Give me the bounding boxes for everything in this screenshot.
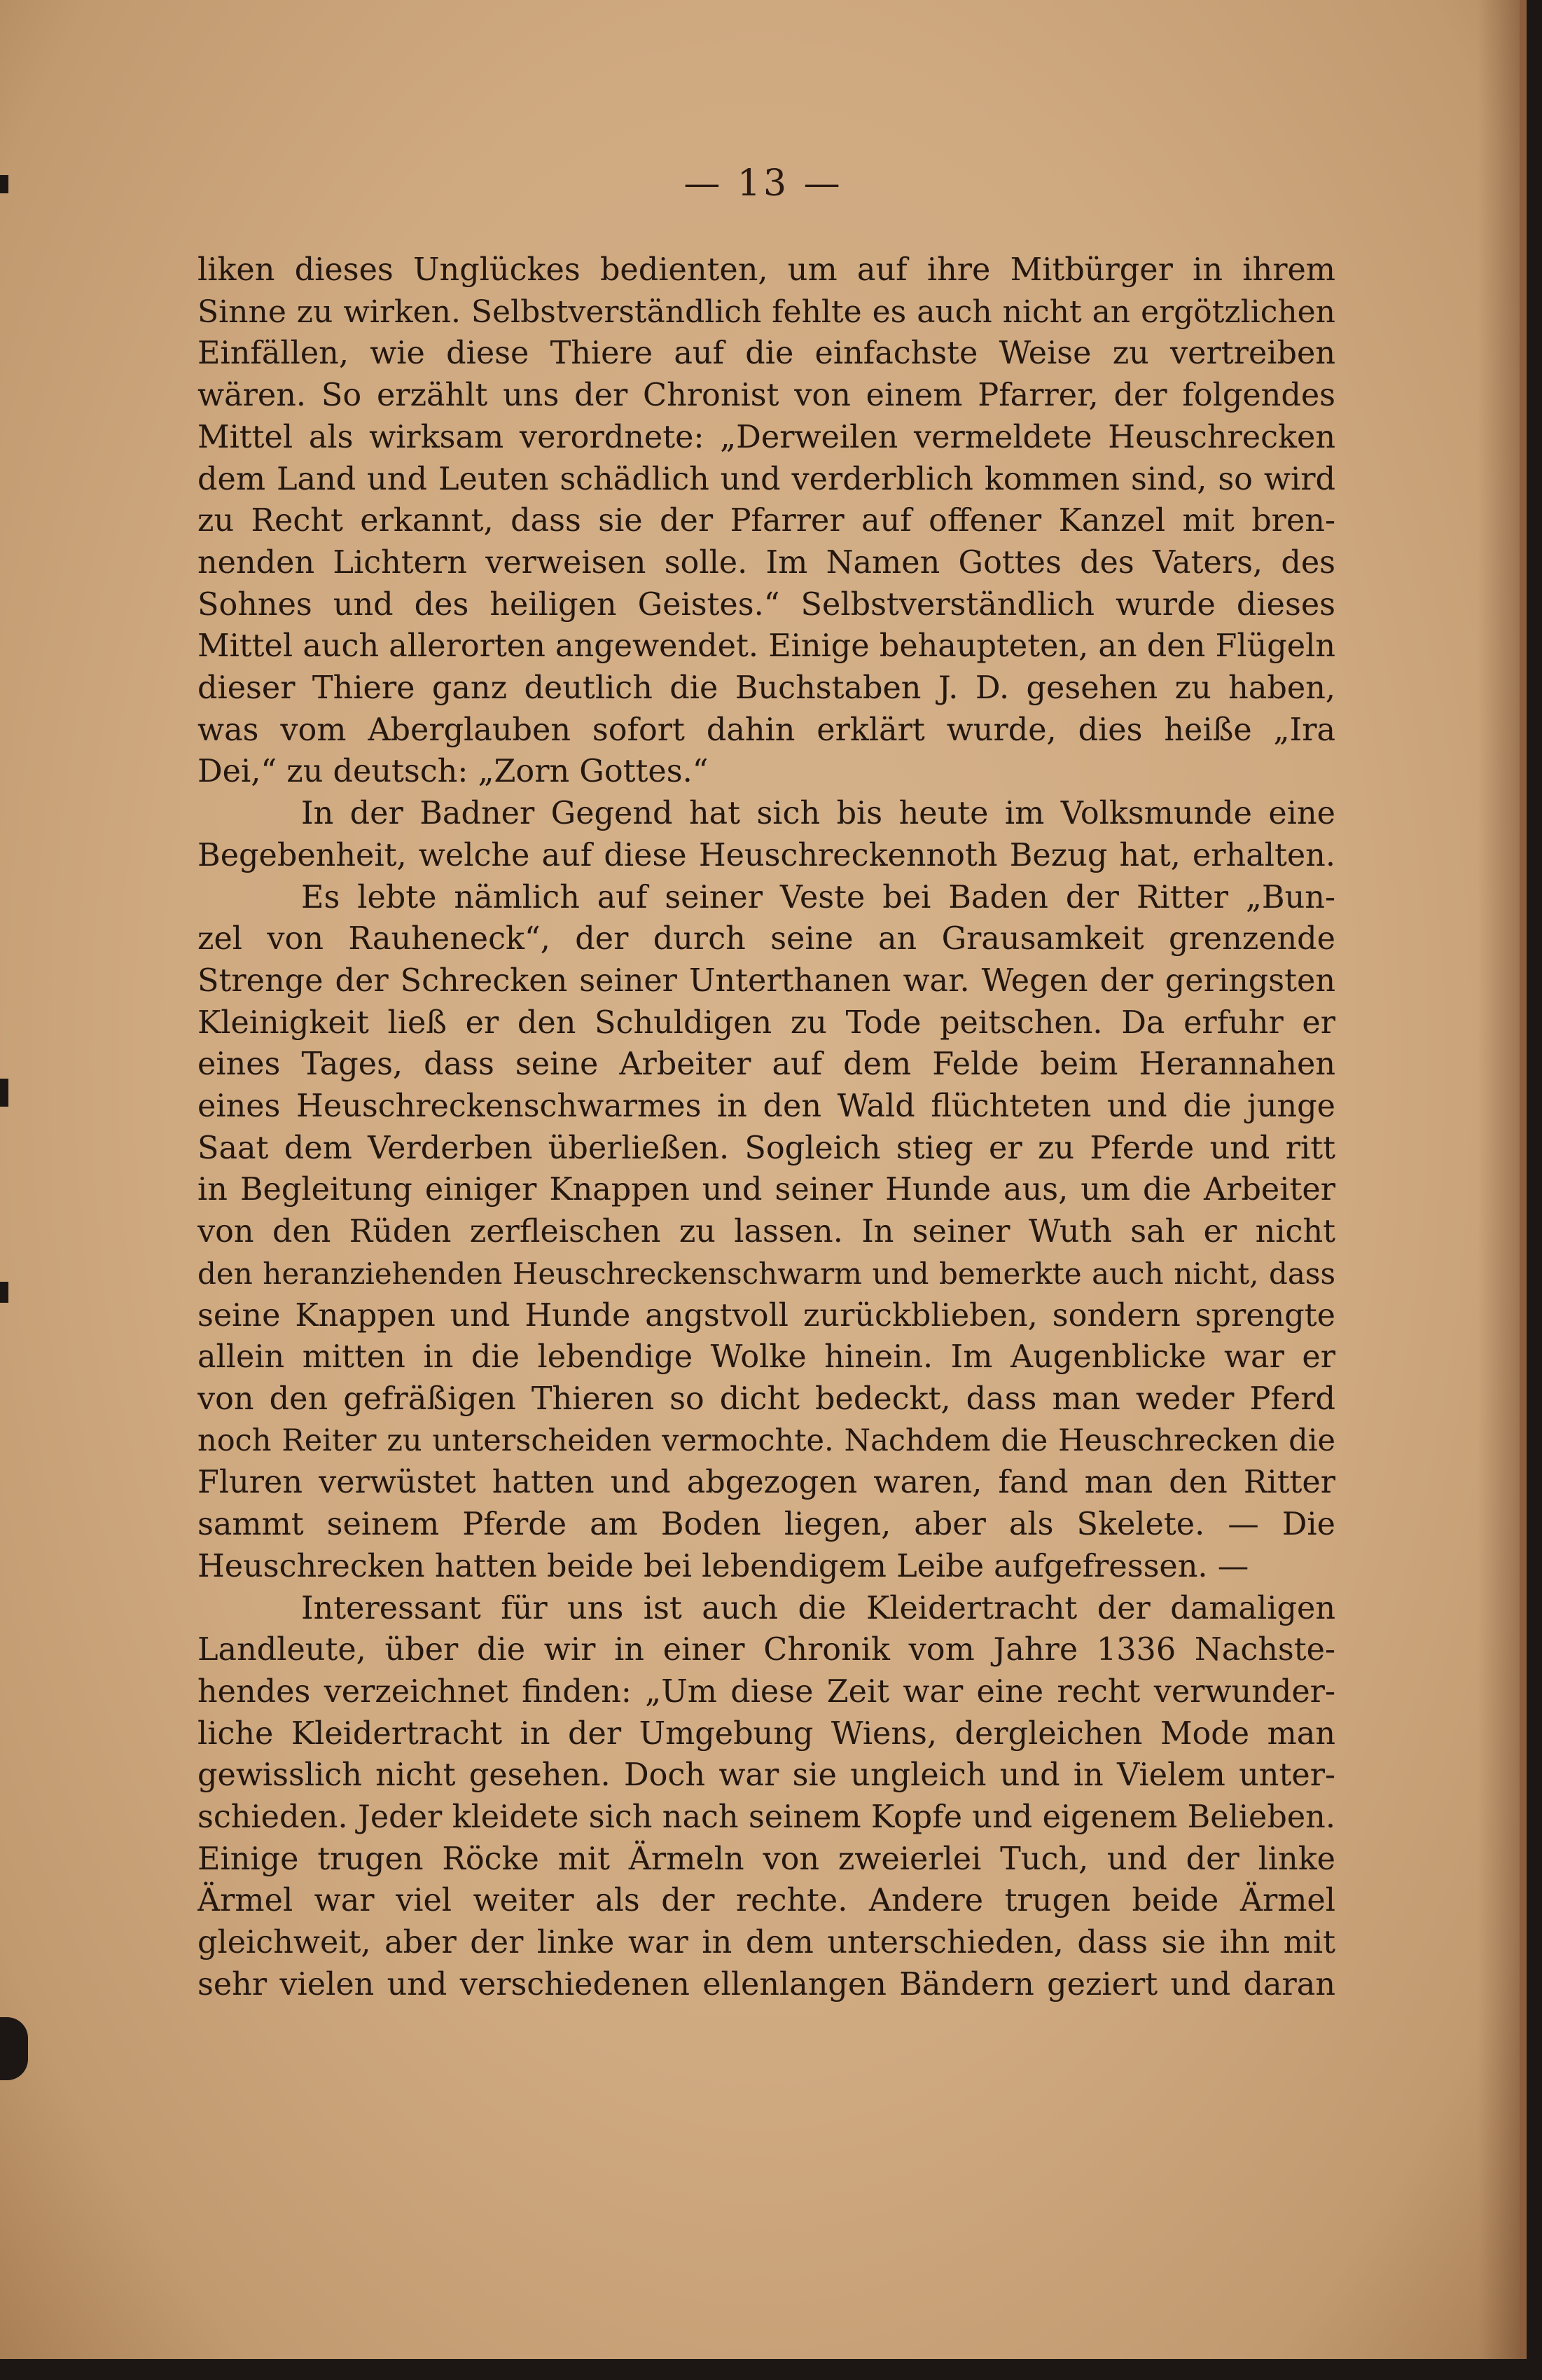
text-line: dem Land und Leuten schädlich und verderblich kommen sind, so wird <box>197 461 1335 497</box>
page-edge-tear <box>0 2017 28 2080</box>
page-edge-nick <box>0 1282 8 1303</box>
text-line: Landleute, über die wir in einer Chronik vom Jahre 1336 Nachste- <box>197 1632 1335 1668</box>
text-line: eines Heuschreckenschwarmes in den Wald flüchteten und die junge <box>197 1088 1335 1125</box>
text-line: Mittel als wirksam verordnete: „Derweilen vermeldete Heuschrecken <box>197 419 1335 455</box>
text-line: gewisslich nicht gesehen. Doch war sie ungleich und in Vielem unter- <box>197 1757 1335 1794</box>
text-line: Einige trugen Röcke mit Ärmeln von zweierlei Tuch, und der linke <box>197 1841 1335 1877</box>
page-edge-shadow <box>1478 0 1520 2359</box>
text-line: von den gefräßigen Thieren so dicht bedeckt, dass man weder Pferd <box>197 1381 1335 1417</box>
text-line: Fluren verwüstet hatten und abgezogen waren, fand man den Ritter <box>197 1465 1335 1501</box>
text-line: was vom Aberglauben sofort dahin erklärt wurde, dies heiße „Ira <box>197 712 1335 748</box>
text-line: dieser Thiere ganz deutlich die Buchstaben J. D. gesehen zu haben, <box>197 670 1335 707</box>
text-line: gleichweit, aber der linke war in dem unterschieden, dass sie ihn mit <box>197 1925 1335 1961</box>
text-line: Dei,“ zu deutsch: „Zorn Gottes.“ <box>197 754 709 790</box>
text-line: Begebenheit, welche auf diese Heuschreckennoth Bezug hat, erhalten. <box>197 837 1335 873</box>
text-line: seine Knappen und Hunde angstvoll zurückblieben, sondern sprengte <box>197 1297 1335 1334</box>
text-line: zu Recht erkannt, dass sie der Pfarrer auf offener Kanzel mit bren- <box>197 503 1335 539</box>
text-line: von den Rüden zerfleischen zu lassen. In seiner Wuth sah er nicht <box>197 1214 1335 1250</box>
text-line: schieden. Jeder kleidete sich nach seinem Kopfe und eigenem Belieben. <box>197 1799 1335 1836</box>
text-line: Es lebte nämlich auf seiner Veste bei Baden der Ritter „Bun- <box>301 879 1335 915</box>
text-line: allein mitten in die lebendige Wolke hinein. Im Augenblicke war er <box>197 1339 1335 1376</box>
text-line: Interessant für uns ist auch die Kleidertracht der damaligen <box>301 1590 1335 1626</box>
text-line: Saat dem Verderben überließen. Sogleich stieg er zu Pferde und ritt <box>197 1130 1335 1166</box>
text-line: wären. So erzählt uns der Chronist von einem Pfarrer, der folgendes <box>197 378 1335 414</box>
text-line: liche Kleidertracht in der Umgebung Wiens, dergleichen Mode man <box>197 1715 1335 1752</box>
page-edge-nick <box>0 1079 8 1107</box>
text-line: noch Reiter zu unterscheiden vermochte. Nachdem die Heuschrecken die <box>197 1423 1335 1458</box>
text-line: liken dieses Unglückes bedienten, um auf ihre Mitbürger in ihrem <box>197 252 1335 288</box>
text-line: In der Badner Gegend hat sich bis heute im Volksmunde eine <box>301 796 1335 832</box>
body-text <box>197 249 1335 2006</box>
text-line: Kleinigkeit ließ er den Schuldigen zu Tode peitschen. Da erfuhr er <box>197 1004 1335 1041</box>
text-line: Ärmel war viel weiter als der rechte. Andere trugen beide Ärmel <box>197 1883 1335 1919</box>
text-line: Strenge der Schrecken seiner Unterthanen war. Wegen der geringsten <box>197 962 1335 999</box>
text-line: in Begleitung einiger Knappen und seiner Hunde aus, um die Arbeiter <box>197 1172 1335 1208</box>
text-line: Sinne zu wirken. Selbstverständlich fehlte es auch nicht an ergötzlichen <box>197 293 1335 330</box>
text-line: sammt seinem Pferde am Boden liegen, aber als Skelete. — Die <box>197 1507 1335 1543</box>
text-line: zel von Rauheneck“, der durch seine an Grausamkeit grenzende <box>197 921 1335 957</box>
text-line: Mittel auch allerorten angewendet. Einige behaupteten, an den Flügeln <box>197 628 1335 665</box>
text-line: Sohnes und des heiligen Geistes.“ Selbstverständlich wurde dieses <box>197 586 1335 623</box>
text-line: eines Tages, dass seine Arbeiter auf dem Felde beim Herannahen <box>197 1046 1335 1083</box>
text-line: nenden Lichtern verweisen solle. Im Namen Gottes des Vaters, des <box>197 544 1335 581</box>
text-line: sehr vielen und verschiedenen ellenlangen Bändern geziert und daran <box>197 1966 1335 2002</box>
text-line: hendes verzeichnet finden: „Um diese Zeit war eine recht verwunder- <box>197 1673 1335 1710</box>
page-number: — 13 — <box>683 162 843 205</box>
text-line: den heranziehenden Heuschreckenschwarm und bemerkte auch nicht, dass <box>197 1256 1335 1291</box>
text-line: Heuschrecken hatten beide bei lebendigem Leibe aufgefressen. — <box>197 1548 1249 1584</box>
text-line: Einfällen, wie diese Thiere auf die einfachste Weise zu vertreiben <box>197 335 1335 372</box>
